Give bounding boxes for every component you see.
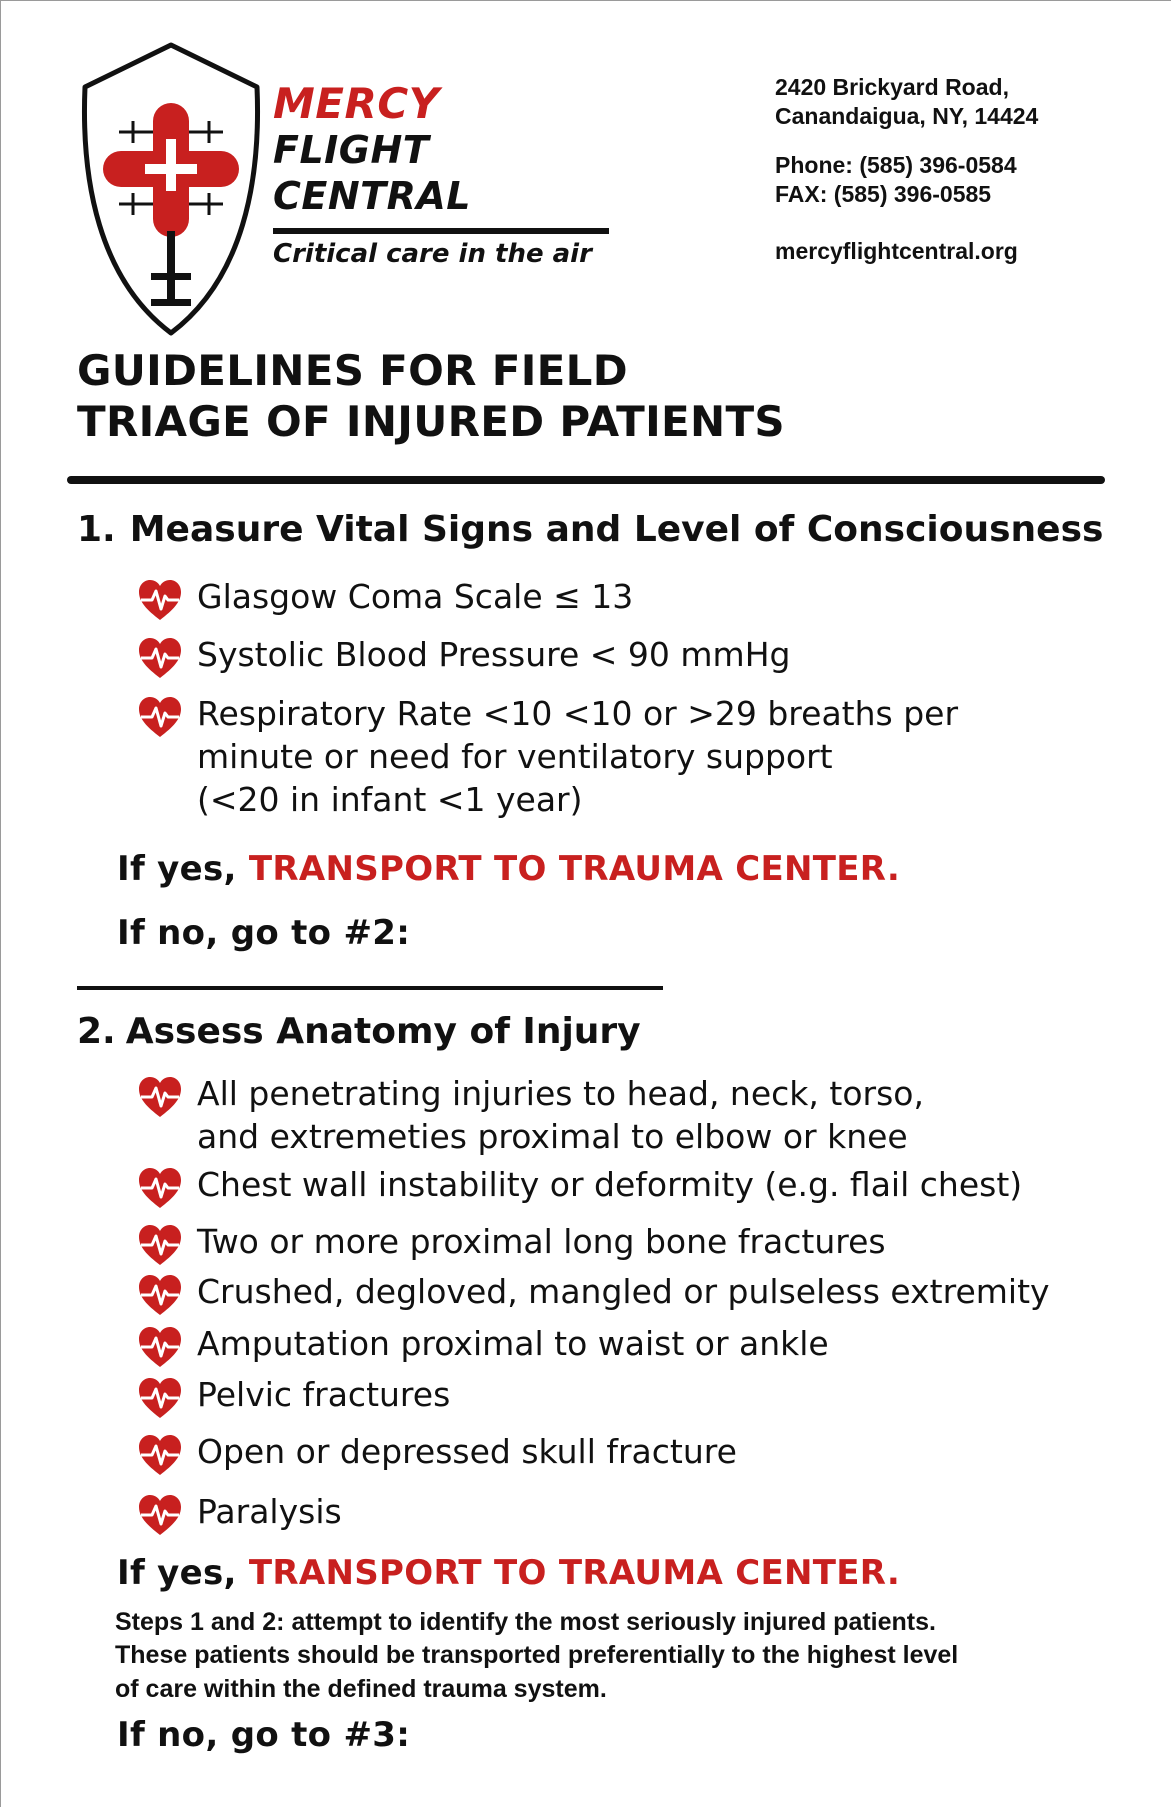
- heart-pulse-icon: [137, 1433, 183, 1477]
- criterion-text: [197, 1164, 1022, 1207]
- section-2-heading: [77, 1011, 641, 1052]
- criterion-line: Amputation proximal to waist or ankle: [197, 1324, 829, 1363]
- heart-pulse-icon: [137, 578, 183, 622]
- brand-line-3: CENTRAL: [273, 174, 471, 218]
- criterion-line: Systolic Blood Pressure < 90 mmHg: [197, 635, 791, 674]
- criterion-line: Glasgow Coma Scale ≤ 13: [197, 577, 634, 616]
- criterion-text: [197, 634, 790, 677]
- criterion-line: Open or depressed skull fracture: [197, 1432, 737, 1471]
- section-2-if-yes: [117, 1553, 900, 1593]
- address: [775, 73, 1038, 132]
- criterion-item: [137, 1374, 450, 1420]
- heart-pulse-icon: [137, 636, 183, 680]
- criterion-text: [197, 1431, 737, 1474]
- criterion-line: Paralysis: [197, 1492, 342, 1531]
- section-1-if-no: If no, go to #2:: [117, 913, 411, 953]
- section-1-number: 1.: [77, 509, 116, 550]
- note-line: These patients should be transported preferentially to the highest level: [115, 1641, 959, 1670]
- section-2-if-no: If no, go to #3:: [117, 1715, 411, 1755]
- heart-pulse-icon: [137, 1166, 183, 1210]
- criterion-line: Two or more proximal long bone fractures: [197, 1222, 886, 1261]
- brand-name: [273, 79, 471, 223]
- if-yes-label: If yes,: [117, 1553, 237, 1593]
- criterion-text: [197, 1323, 829, 1366]
- heart-pulse-icon: [137, 1075, 183, 1119]
- heart-pulse-icon: [137, 1273, 183, 1317]
- criterion-line: Respiratory Rate <10 <10 or >29 breaths per: [197, 694, 959, 733]
- criterion-line: All penetrating injuries to head, neck, torso,: [197, 1074, 924, 1113]
- brand-line-1: MERCY: [273, 79, 440, 128]
- note-line: Steps 1 and 2: attempt to identify the most seriously injured patients.: [115, 1608, 936, 1636]
- address-line-2: Canandaigua, NY, 14424: [775, 103, 1039, 130]
- criterion-item: [137, 1271, 1050, 1317]
- heart-pulse-icon: [137, 1493, 183, 1537]
- title-line-1: GUIDELINES FOR FIELD: [77, 346, 628, 395]
- phone-number: Phone: (585) 396-0584: [775, 152, 1017, 178]
- heart-pulse-icon: [137, 1223, 183, 1267]
- criterion-text: [197, 693, 958, 822]
- title-line-2: TRIAGE OF INJURED PATIENTS: [77, 397, 785, 447]
- section-divider: [77, 986, 663, 990]
- criterion-line: Pelvic fractures: [197, 1375, 451, 1414]
- criterion-text: [197, 576, 633, 619]
- criterion-text: [197, 1271, 1050, 1314]
- criterion-item: [137, 1491, 342, 1537]
- brand-line-2: FLIGHT: [273, 128, 430, 172]
- criterion-line: Crushed, degloved, mangled or pulseless extremity: [197, 1272, 1050, 1311]
- criterion-text: [197, 1073, 924, 1159]
- criterion-item: [137, 1221, 886, 1267]
- criterion-item: [137, 1431, 737, 1477]
- transport-action: TRANSPORT TO TRAUMA CENTER.: [248, 849, 901, 889]
- note-line: of care within the defined trauma system.: [115, 1674, 607, 1703]
- phone-fax: [775, 151, 1017, 210]
- address-line-1: 2420 Brickyard Road,: [775, 74, 1009, 100]
- if-yes-label: If yes,: [117, 849, 237, 889]
- criterion-line: (<20 in infant <1 year): [197, 779, 583, 819]
- criterion-item: [137, 576, 633, 622]
- criterion-text: [197, 1491, 342, 1534]
- heart-pulse-icon: [137, 1376, 183, 1420]
- section-1-title: Measure Vital Signs and Level of Consciousness: [129, 509, 1104, 550]
- criterion-line: Chest wall instability or deformity (e.g. flail chest): [197, 1165, 1023, 1204]
- criterion-item: [137, 693, 958, 822]
- section-1-if-yes: [117, 849, 900, 889]
- criterion-line: minute or need for ventilatory support: [197, 736, 833, 776]
- section-2-number: 2.: [77, 1011, 116, 1052]
- criterion-item: [137, 634, 790, 680]
- page-title: [77, 345, 785, 447]
- brand-divider: [273, 228, 609, 234]
- fax-number: FAX: (585) 396-0585: [775, 181, 992, 208]
- criterion-item: [137, 1164, 1022, 1210]
- heart-pulse-icon: [137, 695, 183, 739]
- criterion-item: [137, 1073, 924, 1159]
- criterion-text: [197, 1374, 450, 1417]
- website: mercyflightcentral.org: [775, 238, 1018, 264]
- shield-cross-helicopter-icon: [73, 41, 269, 337]
- section-2-title: Assess Anatomy of Injury: [125, 1011, 641, 1052]
- heart-pulse-icon: [137, 1325, 183, 1369]
- tagline: Critical care in the air: [273, 239, 592, 269]
- section-1-heading: [77, 509, 1103, 550]
- criterion-item: [137, 1323, 829, 1369]
- transport-action: TRANSPORT TO TRAUMA CENTER.: [248, 1553, 901, 1593]
- criterion-text: [197, 1221, 886, 1264]
- title-divider: [67, 476, 1105, 484]
- criterion-line: and extremeties proximal to elbow or knee: [197, 1116, 908, 1156]
- steps-note: [115, 1606, 958, 1706]
